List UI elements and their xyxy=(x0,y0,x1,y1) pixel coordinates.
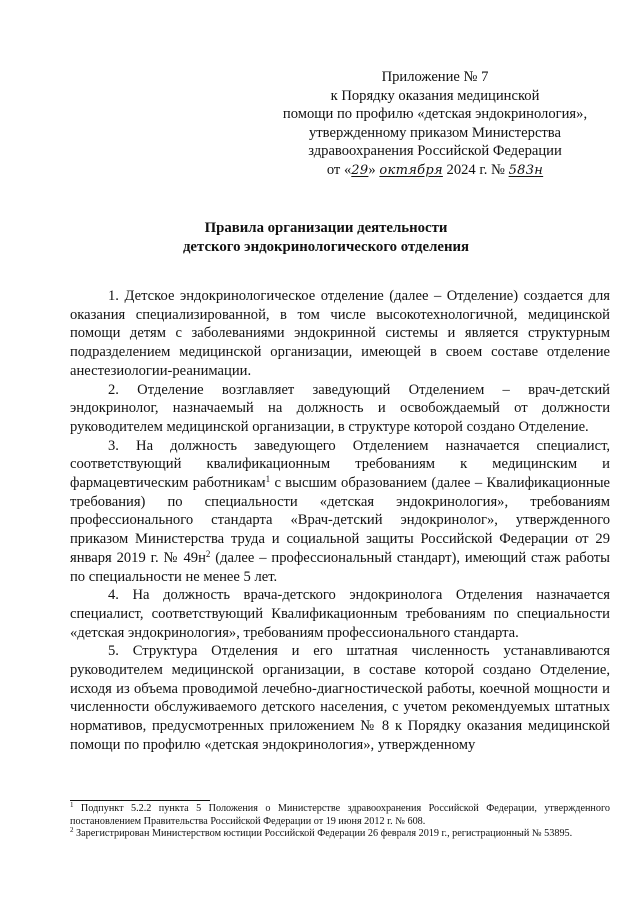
footnotes xyxy=(70,803,610,841)
appendix-line-2: к Порядку оказания медицинской xyxy=(330,87,540,104)
date-separator: » xyxy=(368,161,380,178)
paragraph-2: 2. Отделение возглавляет заведующий Отделением – врач-детский эндокринолог, назначаемый на должность и освобождаемый от должности руководителем медицинской организации, в структуре которой создано Отделение. xyxy=(70,381,610,435)
paragraph-3-part-b: с высшим образованием (далее – Квалификационные требования) по специальности «детская эндокринология», требованиям профессионального стандарта «Врач-детский эндокринолог», утвержденного приказом Министерства труда и социальной защиты Российской Федерации от 29 января 2019 г. № 49н xyxy=(70,475,611,566)
paragraph-3-part-a: 3. На должность заведующего Отделением назначается специалист, соответствующий квалификационным требованиям к медицинским и фармацевтическим работникам xyxy=(70,437,610,492)
footnote-1-mark: 1 xyxy=(70,801,74,809)
date-day-handwritten: 29 xyxy=(351,162,369,178)
appendix-header xyxy=(260,68,610,181)
title-line-1: Правила организации деятельности xyxy=(204,220,448,236)
footnote-ref-2: 2 xyxy=(205,548,211,559)
paragraph-4: 4. На должность врача-детского эндокринолога Отделения назначается специалист, соответствующий Квалификационным требованиям по специальности «детская эндокринология», требованиям профессионального стандарта. xyxy=(70,587,610,641)
date-month-handwritten: октября xyxy=(379,162,443,178)
footnote-ref-1: 1 xyxy=(265,474,271,485)
document-title xyxy=(60,219,592,256)
appendix-number: Приложение № 7 xyxy=(381,69,489,85)
paragraph-3-part-c: (далее – профессиональный стандарт), имеющий стаж работы по специальности не менее 5 лет. xyxy=(70,549,610,585)
footnote-2-text: Зарегистрирован Министерством юстиции Российской Федерации 26 февраля 2019 г., регистрационный № 53895. xyxy=(73,828,573,840)
document-body xyxy=(70,287,610,755)
date-prefix: от « xyxy=(326,161,352,178)
footnote-1 xyxy=(70,803,610,828)
paragraph-5: 5. Структура Отделения и его штатная численность устанавливаются руководителем медицинской организации, в составе которой создано Отделение, исходя из объема проводимой лечебно-диагностической работы, коечной мощности и численности обслуживаемого детского населения, с учетом рекомендуемых штатных нормативов, предусмотренных приложением № 8 к Порядку оказания медицинской помощи по профилю «детская эндокринология», утвержденному xyxy=(70,643,610,753)
appendix-date-line xyxy=(260,161,610,181)
footnote-divider xyxy=(70,800,210,801)
appendix-line-5: здравоохранения Российской Федерации xyxy=(308,143,562,160)
date-year: 2024 г. № xyxy=(442,161,509,178)
document-number-handwritten: 583н xyxy=(508,162,544,178)
appendix-line-4: утвержденному приказом Министерства xyxy=(309,124,561,141)
paragraph-3 xyxy=(70,437,610,587)
paragraph-1: 1. Детское эндокринологическое отделение (далее – Отделение) создается для оказания специализированной, в том числе высокотехнологичной, медицинской помощи детям с заболеваниями эндокринной системы и является структурным подразделением медицинской организации, имеющей в своем составе отделение анестезиологии-реанимации. xyxy=(70,288,610,379)
footnote-2-mark: 2 xyxy=(70,826,74,835)
appendix-line-3: помощи по профилю «детская эндокринология», xyxy=(282,106,588,123)
title-line-2: детского эндокринологического отделения xyxy=(182,238,470,255)
footnote-2 xyxy=(70,828,610,841)
footnote-1-text: Подпункт 5.2.2 пункта 5 Положения о Министерстве здравоохранения Российской Федерации, утвержденного постановлением Правительства Российской Федерации от 19 июня 2012 г. № 608. xyxy=(70,803,610,827)
